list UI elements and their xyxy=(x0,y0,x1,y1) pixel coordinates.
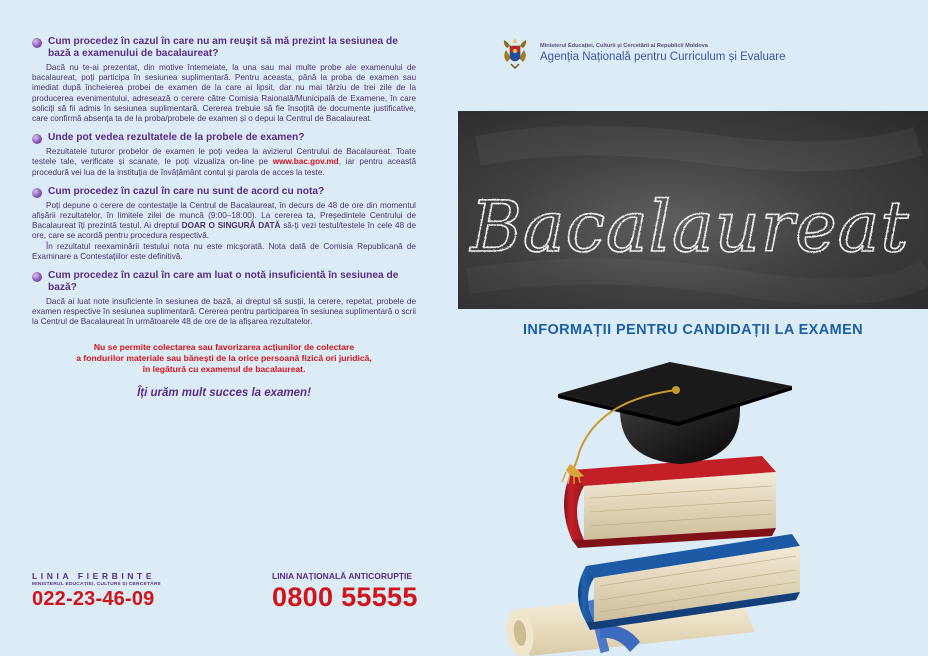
bullet-icon xyxy=(32,188,42,198)
hotline-ministry: MINISTERUL EDUCAȚIEI, CULTURII ȘI CERCETĂRII xyxy=(32,582,161,587)
bullet-icon xyxy=(32,272,42,282)
books-and-cap-illustration xyxy=(500,360,928,656)
board-handwriting: Bacalaureat xyxy=(470,186,910,268)
faq-answer: Dacă nu te-ai prezentat, din motive întemeiate, la una sau mai multe probe ale examenului de bacalaureat, poți participa în sesiunea suplimentară. Pentru aceasta, până la proba de examen sau imediat după încheierea probei de examen de la care ai lipsit, dar nu mai târziu de trei zile de la producerea evenimentului, adresează o cerere către Comisia Raională/Municipală de Examene, în care soliciți să fii admis în sesiunea suplimentară. Cererea trebuie să fie însoțită de documente justificative, care confirmă absența ta de la proba/probele de examen și o depui la Centrul de Bacalaureat. xyxy=(32,63,416,124)
faq-item-insufficient-grade xyxy=(32,270,416,328)
anticorruption-label: LINIA NAȚIONALĂ ANTICORUPȚIE xyxy=(272,571,413,581)
website-link[interactable]: www.bac.gov.md xyxy=(272,157,339,167)
ministry-header xyxy=(502,36,785,70)
coat-of-arms-icon xyxy=(502,36,528,70)
hotline-number[interactable]: 022-23-46-09 xyxy=(32,588,155,610)
faq-question: Cum procedez în cazul în care am luat o notă insuficientă în sesiunea de bază? xyxy=(48,270,399,294)
good-luck-message: Îți urăm mult succes la examen! xyxy=(137,386,311,399)
faq-question: Cum procedez în cazul în care nu sunt de acord cu nota? xyxy=(48,185,325,197)
faq-item-results xyxy=(32,132,416,178)
faq-question: Unde pot vedea rezultatele de la probele de examen? xyxy=(48,132,305,144)
info-title: INFORMAȚII PENTRU CANDIDAȚII LA EXAMEN xyxy=(522,322,864,338)
anticorruption-block xyxy=(272,571,432,613)
faq-question: Cum procedez în cazul în care nu am reușit să mă prezint la sesiunea de bază a examenului de bacalaureat? xyxy=(48,36,398,59)
bullet-icon xyxy=(32,38,42,48)
hotline-label: LINIA FIERBINTE xyxy=(32,571,156,581)
ministry-name: Ministerul Educației, Culturii și Cercetării al Republicii Moldova xyxy=(540,43,708,49)
emphasis-text: DOAR O SINGURĂ DATĂ xyxy=(181,221,281,231)
faq-item-contest xyxy=(32,186,416,262)
agency-name: Agenția Națională pentru Curriculum și Evaluare xyxy=(540,51,786,63)
faq-answer: Rezultatele tuturor probelor de examen le poți vedea la avizierul Centrului de Bacalaureat. Toate testele tale, verificate și scanate, le poți vizualiza on-line pe www.bac.gov.md, iar pentru această procedură vei lua de la instituția de învățământ contul și parola de acces la teste. xyxy=(32,147,416,177)
anticorruption-number[interactable]: 0800 55555 xyxy=(272,582,418,612)
chalkboard-image xyxy=(458,111,928,309)
faq-answer: Poți depune o cerere de contestație la Centrul de Bacalaureat, în decurs de 48 de ore din momentul afișării rezultatelor, în limitele zilei de muncă (9:00–18:00). La cererea ta, Președintele Centrului de Bacalaureat îți prezintă testul. Ai dreptul DOAR O SINGURĂ DATĂ să-ți vezi testul/testele în cele 48 de ore, care se acordă pentru procedura respectivă. xyxy=(32,200,417,241)
faq-answer: Dacă ai luat note insuficiente în sesiunea de bază, ai dreptul să susții, la cerere, repetat, probele de examen respective în sesiunea suplimentară. Cererea pentru participarea în sesiunea suplimentară o scrii la Centrul de Bacalaureat în următoarele 48 de ore de la afișarea rezultatelor. xyxy=(32,297,416,327)
faq-answer: În rezultatul reexaminării testului nota nu este micșorată. Nota dată de Comisia Republicană de Examinare a Contestațiilor este definitivă. xyxy=(32,241,416,261)
red-book-icon xyxy=(564,456,776,548)
hotline-block xyxy=(32,571,202,611)
warning-notice: Nu se permite colectarea sau favorizarea acțiunilor de colectare a fondurilor materiale sau bănești de la orice persoană fizică ori juridică, în legătură cu examenul de bacalaureat. xyxy=(76,341,372,374)
faq-section xyxy=(32,36,416,399)
bullet-icon xyxy=(32,134,42,144)
faq-item-missed-session xyxy=(32,36,416,124)
